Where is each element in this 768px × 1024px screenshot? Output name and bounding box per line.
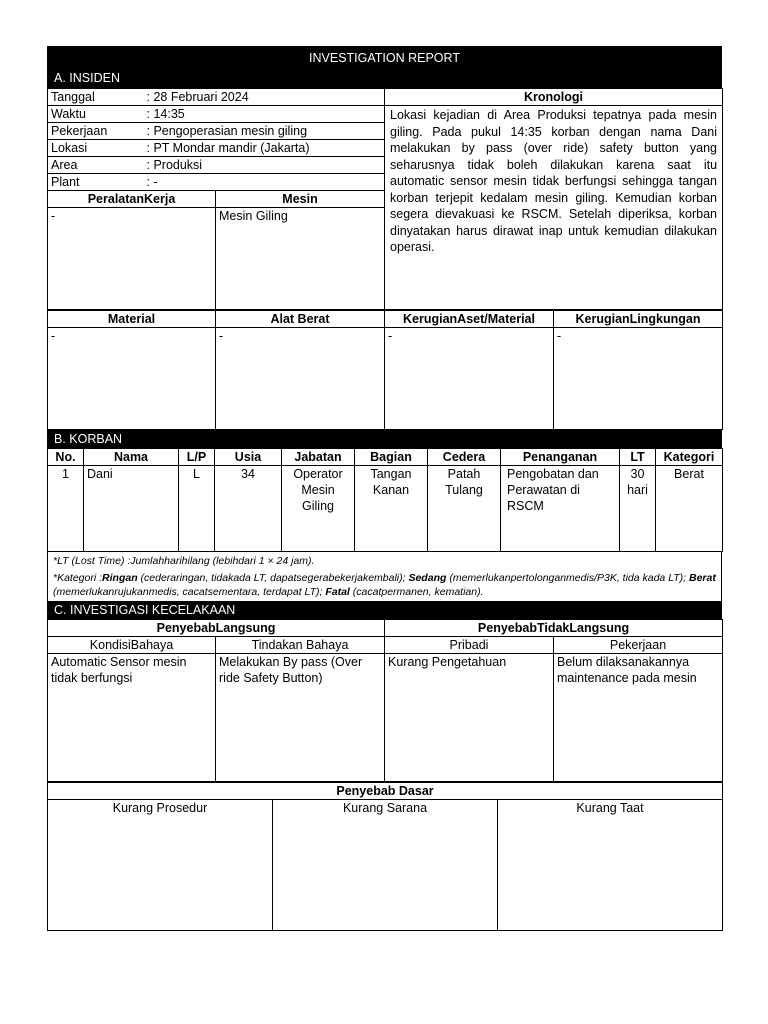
field-label-waktu: Waktu xyxy=(48,106,144,123)
penyebab-tidak-langsung-header: PenyebabTidakLangsung xyxy=(385,619,723,636)
note-fatal-text: (cacatpermanen, kematian). xyxy=(349,586,484,598)
cell-jabatan: Operator Mesin Giling xyxy=(282,466,355,552)
peralatan-value: - xyxy=(48,208,216,310)
cell-lt: 30 hari xyxy=(620,466,656,552)
col-header-usia: Usia xyxy=(215,449,282,466)
note-ringan-text: (cederaringan, tidakada LT, dapatsegerabekerjakembali); xyxy=(137,571,409,584)
pekerjaan-value: Belum dilaksanakannya maintenance pada mesin xyxy=(554,653,723,781)
col-header-bagian: Bagian xyxy=(355,449,428,466)
field-label-area: Area xyxy=(48,157,144,174)
col-header-cedera: Cedera xyxy=(428,449,501,466)
cell-nama: Dani xyxy=(84,466,179,552)
note-kategori xyxy=(47,570,722,601)
field-value-waktu: : 14:35 xyxy=(144,106,385,123)
kurang-taat: Kurang Taat xyxy=(498,799,723,930)
kerugian-lingkungan-value: - xyxy=(554,328,723,430)
cell-lp: L xyxy=(179,466,215,552)
tindakan-bahaya-value: Melakukan By pass (Over ride Safety Button) xyxy=(216,653,385,781)
section-b-title: B. KORBAN xyxy=(47,430,722,448)
pribadi-value: Kurang Pengetahuan xyxy=(385,653,554,781)
field-value-area: : Produksi xyxy=(144,157,385,174)
kerugian-table xyxy=(47,310,723,430)
section-c-title: C. INVESTIGASI KECELAKAAN xyxy=(47,601,722,619)
col-header-lp: L/P xyxy=(179,449,215,466)
cell-no: 1 xyxy=(48,466,84,552)
korban-table xyxy=(47,448,723,552)
col-header-nama: Nama xyxy=(84,449,179,466)
kurang-prosedur: Kurang Prosedur xyxy=(48,799,273,930)
penyebab-langsung-header: PenyebabLangsung xyxy=(48,619,385,636)
cell-bagian: Tangan Kanan xyxy=(355,466,428,552)
cell-kategori: Berat xyxy=(656,466,723,552)
note-berat-label: Berat xyxy=(689,571,716,584)
tindakan-bahaya-header: Tindakan Bahaya xyxy=(216,636,385,653)
col-header-penanganan: Penanganan xyxy=(501,449,620,466)
field-value-pekerjaan: : Pengoperasian mesin giling xyxy=(144,123,385,140)
material-value: - xyxy=(48,328,216,430)
kronologi-text: Lokasi kejadian di Area Produksi tepatnya pada mesin giling. Pada pukul 14:35 korban dengan nama Dani melakukan by pass (over ride) safety button yang seharusnya tidak boleh dilakukan karena saat itu automatic sensor mesin tidak berfungsi sehingga tangan korban terjepit kedalam mesin giling. Kemudian korban segera dievakuasi ke RSCM. Setelah diperiksa, korban dinyatakan harus dirawat inap untuk kemudian dilakukan operasi. xyxy=(385,106,723,310)
penyebab-dasar-header: Penyebab Dasar xyxy=(48,782,723,799)
peralatan-header: PeralatanKerja xyxy=(48,191,216,208)
alat-berat-header: Alat Berat xyxy=(216,311,385,328)
note-kategori-prefix: *Kategori : xyxy=(53,571,103,584)
kronologi-header: Kronologi xyxy=(385,89,723,106)
field-value-tanggal: : 28 Februari 2024 xyxy=(144,89,385,106)
note-berat-text: (memerlukanrujukanmedis, cacatsementara, terdapat LT); xyxy=(53,586,326,598)
field-label-plant: Plant xyxy=(48,174,144,191)
pekerjaan-header: Pekerjaan xyxy=(554,636,723,653)
table-row xyxy=(48,466,723,552)
field-label-tanggal: Tanggal xyxy=(48,89,144,106)
note-lt: *LT (Lost Time) :Jumlahharihilang (lebihdari 1 × 24 jam). xyxy=(47,552,722,570)
field-label-lokasi: Lokasi xyxy=(48,140,144,157)
insiden-table xyxy=(47,88,723,310)
section-a-title: A. INSIDEN xyxy=(47,70,722,88)
alat-berat-value: - xyxy=(216,328,385,430)
mesin-header: Mesin xyxy=(216,191,385,208)
pribadi-header: Pribadi xyxy=(385,636,554,653)
material-header: Material xyxy=(48,311,216,328)
kondisi-bahaya-header: KondisiBahaya xyxy=(48,636,216,653)
penyebab-table xyxy=(47,619,723,782)
note-sedang-text: (memerlukanpertolonganmedis/P3K, tida kada LT); xyxy=(446,571,689,584)
field-value-plant: : - xyxy=(144,174,385,191)
col-header-kategori: Kategori xyxy=(656,449,723,466)
cell-cedera: Patah Tulang xyxy=(428,466,501,552)
cell-usia: 34 xyxy=(215,466,282,552)
note-fatal-label: Fatal xyxy=(325,586,350,598)
report-title: INVESTIGATION REPORT xyxy=(47,46,722,70)
kerugian-lingkungan-header: KerugianLingkungan xyxy=(554,311,723,328)
cell-penanganan: Pengobatan dan Perawatan di RSCM xyxy=(501,466,620,552)
investigation-report xyxy=(47,46,722,931)
field-value-lokasi: : PT Mondar mandir (Jakarta) xyxy=(144,140,385,157)
col-header-no: No. xyxy=(48,449,84,466)
kurang-sarana: Kurang Sarana xyxy=(273,799,498,930)
penyebab-dasar-table xyxy=(47,782,723,931)
kondisi-bahaya-value: Automatic Sensor mesin tidak berfungsi xyxy=(48,653,216,781)
note-sedang-label: Sedang xyxy=(408,571,447,584)
kerugian-aset-header: KerugianAset/Material xyxy=(385,311,554,328)
mesin-value: Mesin Giling xyxy=(216,208,385,310)
col-header-lt: LT xyxy=(620,449,656,466)
col-header-jabatan: Jabatan xyxy=(282,449,355,466)
field-label-pekerjaan: Pekerjaan xyxy=(48,123,144,140)
note-ringan-label: Ringan xyxy=(102,571,138,584)
kerugian-aset-value: - xyxy=(385,328,554,430)
